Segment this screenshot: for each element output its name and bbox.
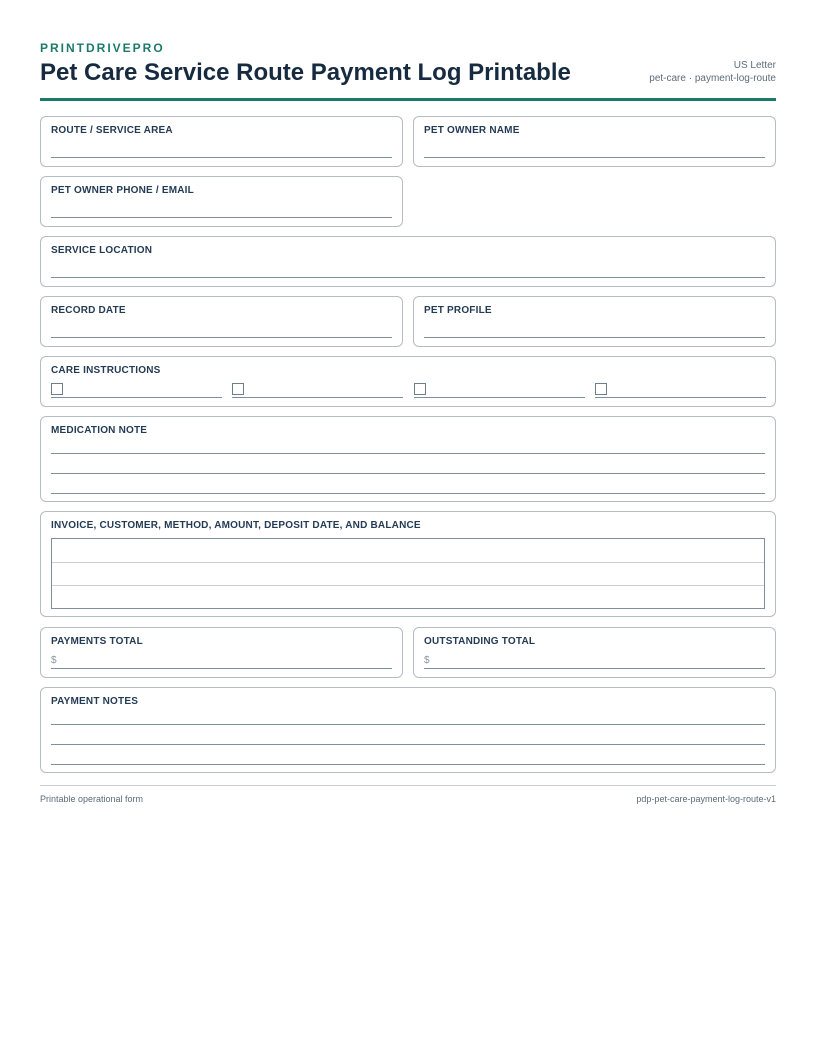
field-label: ROUTE / SERVICE AREA [51, 125, 173, 136]
form-id: pdp-pet-care-payment-log-route-v1 [636, 794, 776, 804]
care-option-2[interactable] [232, 383, 403, 399]
care-option-4[interactable] [595, 383, 766, 399]
route-field[interactable] [40, 116, 403, 167]
payment-notes-field[interactable] [40, 687, 776, 773]
checkbox[interactable] [51, 383, 63, 395]
write-line[interactable] [51, 744, 765, 745]
write-line[interactable] [51, 764, 765, 765]
write-line[interactable] [51, 473, 765, 474]
medication-note-field[interactable] [40, 416, 776, 502]
field-label: CARE INSTRUCTIONS [51, 365, 161, 376]
field-label: OUTSTANDING TOTAL [424, 636, 536, 647]
field-label: INVOICE, CUSTOMER, METHOD, AMOUNT, DEPOSIT DATE, AND BALANCE [51, 520, 421, 531]
field-label: RECORD DATE [51, 305, 126, 316]
invoice-table[interactable] [51, 538, 765, 609]
care-instructions-field [40, 356, 776, 407]
write-line[interactable] [51, 157, 392, 158]
owner-name-field[interactable] [413, 116, 776, 167]
owner-contact-field[interactable] [40, 176, 403, 227]
write-line[interactable] [424, 337, 765, 338]
table-row-divider [52, 585, 764, 586]
service-location-field[interactable] [40, 236, 776, 287]
brand-name: PRINTDRIVEPRO [40, 41, 165, 55]
field-label: SERVICE LOCATION [51, 245, 153, 256]
write-line[interactable] [232, 397, 403, 398]
write-line[interactable] [51, 397, 222, 398]
write-line[interactable] [414, 397, 585, 398]
field-label: PAYMENTS TOTAL [51, 636, 143, 647]
form-tags: pet-care · payment-log-route [649, 73, 776, 84]
field-label: PET OWNER NAME [424, 125, 520, 136]
write-line[interactable] [424, 157, 765, 158]
write-line[interactable] [51, 277, 765, 278]
checkbox[interactable] [414, 383, 426, 395]
write-line[interactable] [595, 397, 766, 398]
form-header [40, 40, 776, 101]
field-label: MEDICATION NOTE [51, 425, 148, 436]
pet-profile-field[interactable] [413, 296, 776, 347]
currency-symbol: $ [51, 655, 57, 666]
currency-symbol: $ [424, 655, 430, 666]
write-line[interactable] [51, 493, 765, 494]
checkbox[interactable] [232, 383, 244, 395]
write-line[interactable] [51, 453, 765, 454]
care-option-1[interactable] [51, 383, 222, 399]
form-meta [649, 59, 776, 85]
field-label: PET PROFILE [424, 305, 492, 316]
write-line[interactable] [424, 668, 765, 669]
invoice-table-section [40, 511, 776, 617]
field-label: PET OWNER PHONE / EMAIL [51, 185, 194, 196]
write-line[interactable] [51, 724, 765, 725]
paper-size: US Letter [733, 60, 776, 71]
write-line[interactable] [51, 668, 392, 669]
form-page [40, 40, 776, 707]
form-title: Pet Care Service Route Payment Log Printable [40, 59, 571, 86]
footer-description: Printable operational form [40, 794, 144, 804]
outstanding-total-field[interactable] [413, 627, 776, 678]
checkbox[interactable] [595, 383, 607, 395]
record-date-field[interactable] [40, 296, 403, 347]
write-line[interactable] [51, 337, 392, 338]
table-row-divider [52, 562, 764, 563]
payments-total-field[interactable] [40, 627, 403, 678]
form-footer [40, 785, 776, 804]
write-line[interactable] [51, 217, 392, 218]
field-label: PAYMENT NOTES [51, 696, 139, 707]
care-option-3[interactable] [414, 383, 585, 399]
